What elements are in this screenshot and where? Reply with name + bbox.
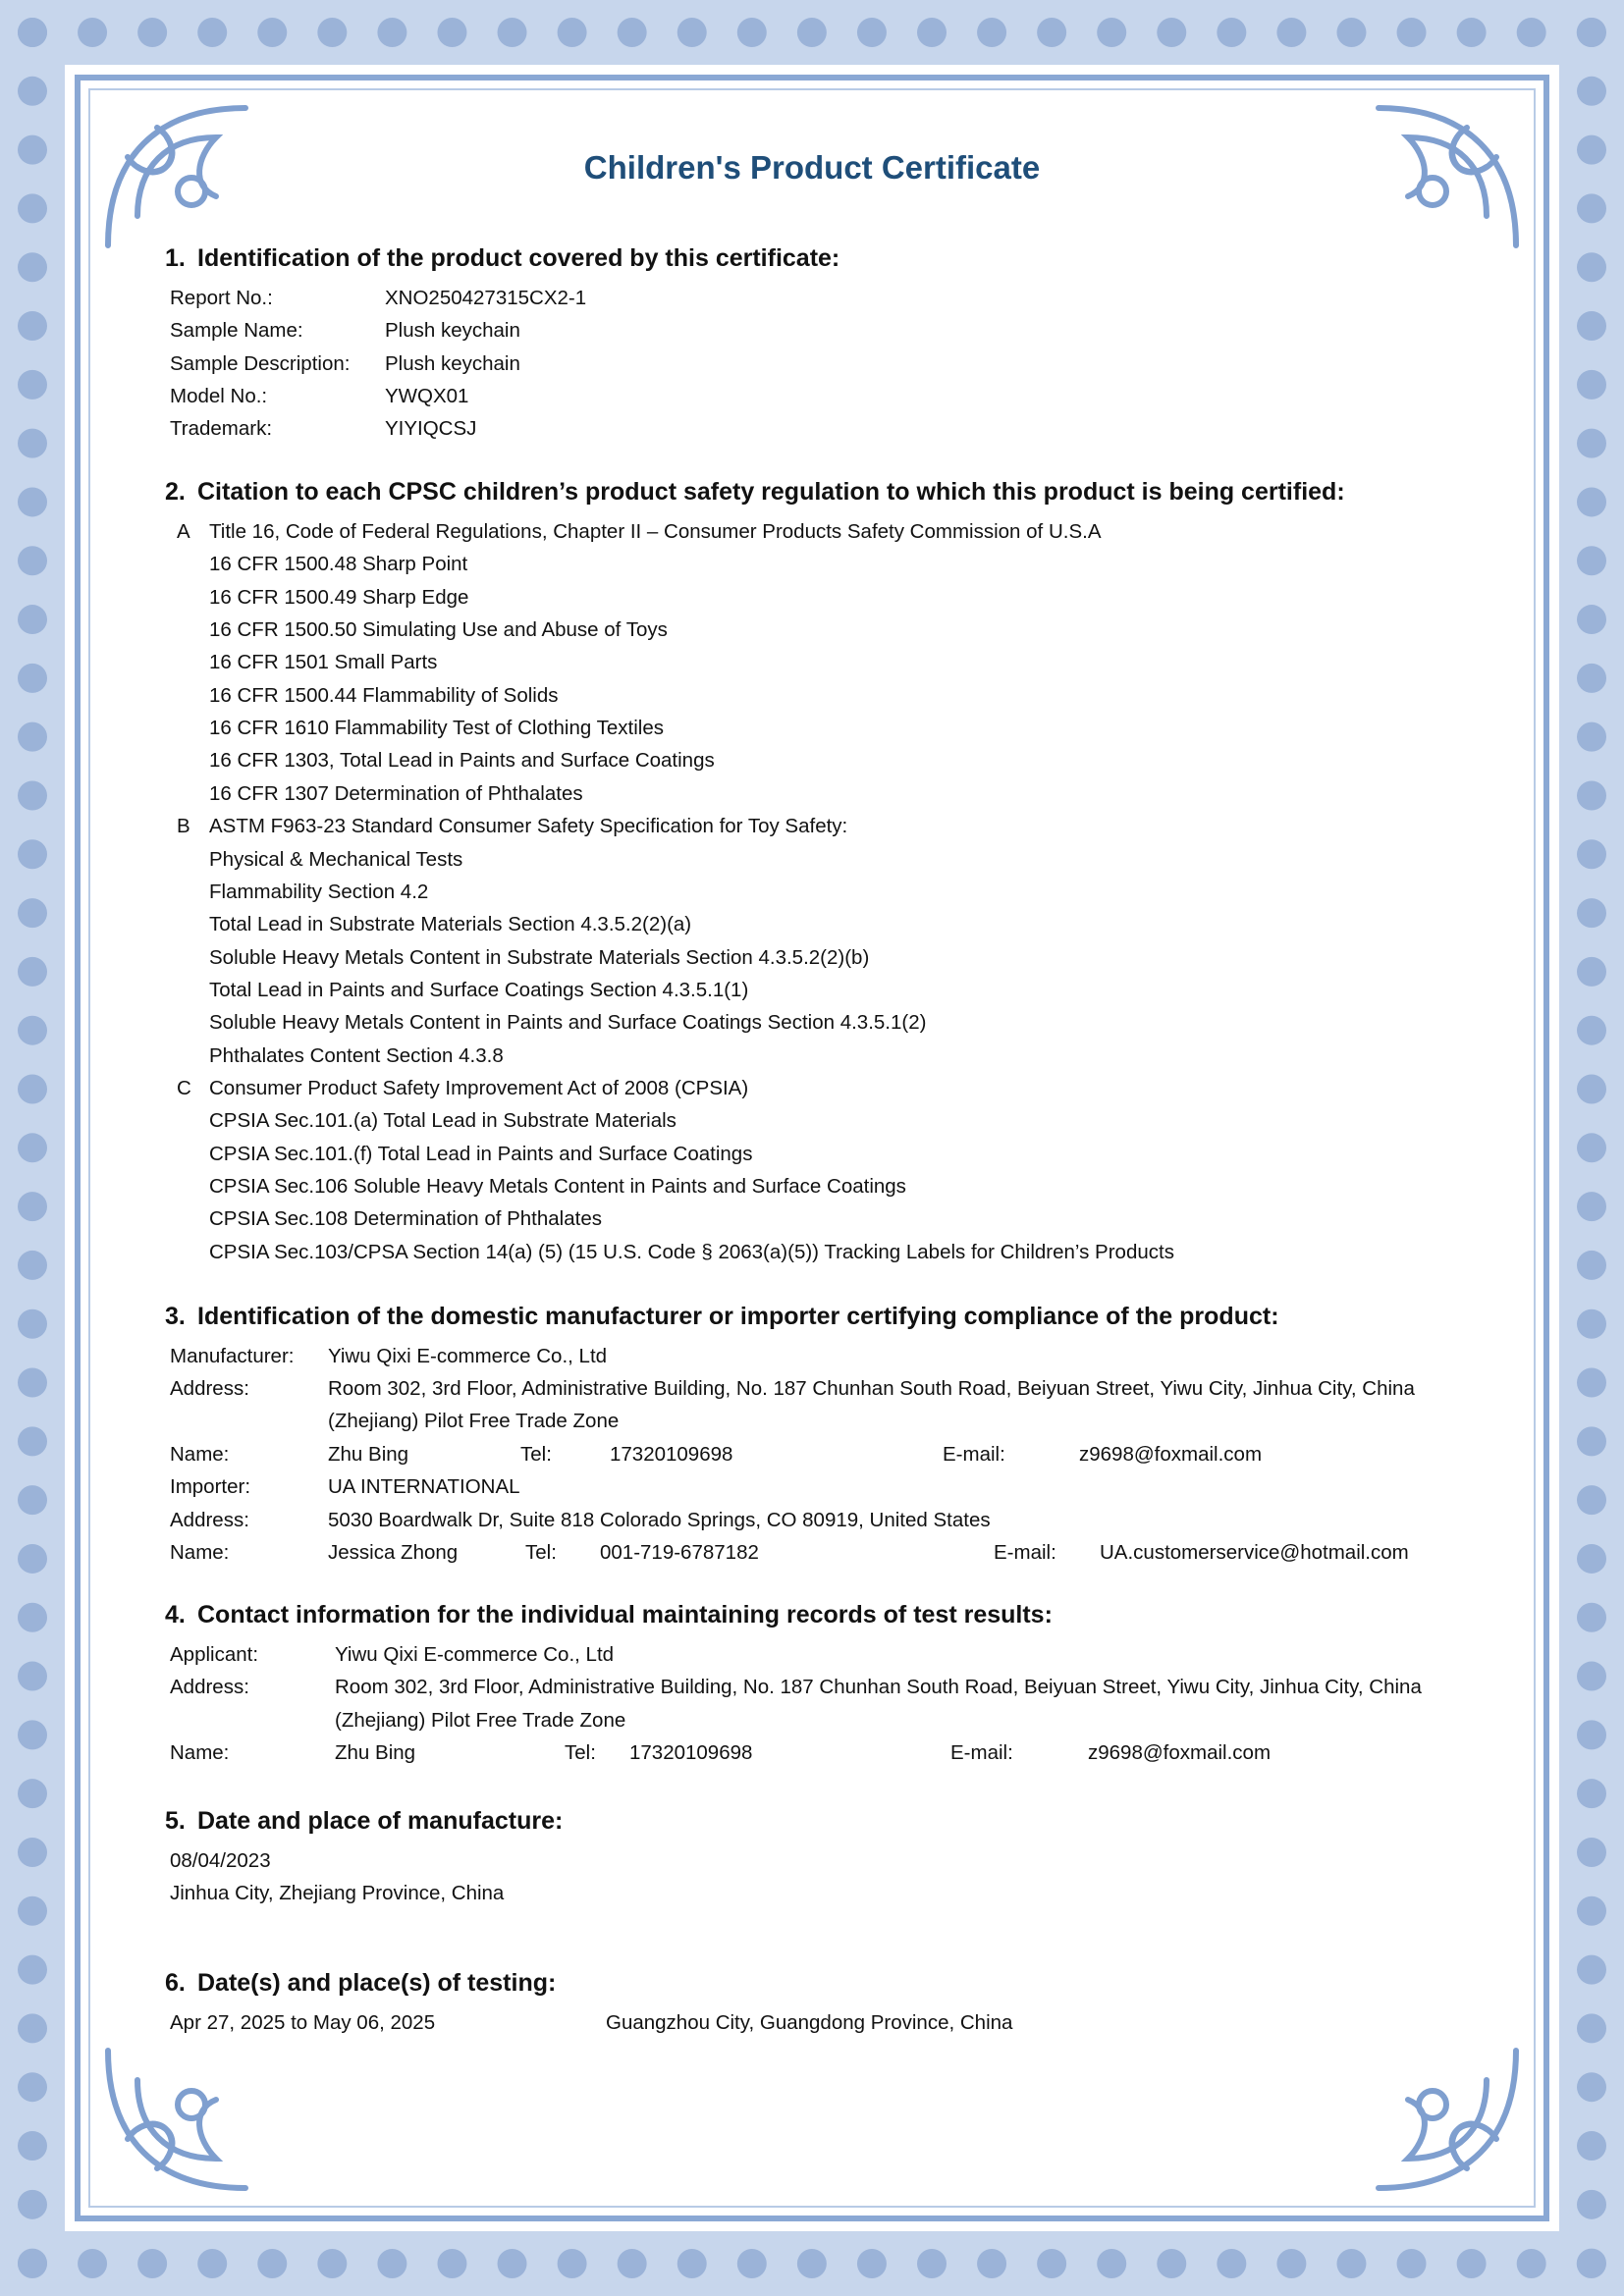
applicant-value: Yiwu Qixi E-commerce Co., Ltd — [335, 1643, 615, 1666]
regulation-line: 16 CFR 1501 Small Parts — [209, 651, 438, 673]
testing-place: Guangzhou City, Guangdong Province, China — [606, 2011, 1013, 2034]
section-title: Contact information for the individual maintaining records of test results: — [197, 1601, 1053, 1629]
model-no-label: Model No.: — [170, 385, 268, 407]
regulation-line: CPSIA Sec.108 Determination of Phthalates — [209, 1207, 602, 1230]
applicant-tel-value: 17320109698 — [629, 1741, 753, 1764]
name-value: Zhu Bing — [328, 1443, 409, 1466]
corner-ornament-icon — [1359, 2031, 1526, 2198]
importer-name-value: Jessica Zhong — [328, 1541, 459, 1564]
regulation-line: CPSIA Sec.106 Soluble Heavy Metals Content in Paints and Surface Coatings — [209, 1175, 906, 1198]
regulation-line: CPSIA Sec.101.(f) Total Lead in Paints and Surface Coatings — [209, 1143, 753, 1165]
applicant-name-label: Name: — [170, 1741, 230, 1764]
regulation-line: 16 CFR 1610 Flammability Test of Clothing Textiles — [209, 717, 664, 739]
group-letter-c: C — [177, 1077, 191, 1099]
sample-name-value: Plush keychain — [385, 319, 520, 342]
address-line-1: Room 302, 3rd Floor, Administrative Building, No. 187 Chunhan South Road, Beiyuan Street, Yiwu City, Jinhua City, China — [328, 1377, 1415, 1400]
sample-description-label: Sample Description: — [170, 352, 351, 375]
group-letter-a: A — [177, 520, 190, 543]
section-1-heading — [165, 244, 839, 273]
regulation-line: 16 CFR 1500.50 Simulating Use and Abuse of Toys — [209, 618, 668, 641]
applicant-email-value: z9698@foxmail.com — [1088, 1741, 1272, 1764]
importer-address-value: 5030 Boardwalk Dr, Suite 818 Colorado Springs, CO 80919, United States — [328, 1509, 991, 1531]
section-number: 2. — [165, 478, 186, 506]
applicant-name-value: Zhu Bing — [335, 1741, 416, 1764]
regulation-line: CPSIA Sec.103/CPSA Section 14(a) (5) (15 U.S. Code § 2063(a)(5)) Tracking Labels for Children’s Products — [209, 1241, 1174, 1263]
email-value: z9698@foxmail.com — [1079, 1443, 1263, 1466]
applicant-address-label: Address: — [170, 1676, 249, 1698]
applicant-email-label: E-mail: — [950, 1741, 1013, 1764]
manufacture-place: Jinhua City, Zhejiang Province, China — [170, 1882, 505, 1904]
address-label: Address: — [170, 1377, 249, 1400]
regulation-line: 16 CFR 1500.44 Flammability of Solids — [209, 684, 559, 707]
group-letter-b: B — [177, 815, 190, 837]
section-number: 6. — [165, 1969, 186, 1997]
section-title: Identification of the product covered by this certificate: — [197, 244, 840, 272]
regulation-line: Flammability Section 4.2 — [209, 881, 429, 903]
regulation-line: Total Lead in Substrate Materials Section 4.3.5.2(2)(a) — [209, 913, 692, 935]
applicant-label: Applicant: — [170, 1643, 259, 1666]
importer-tel-value: 001-719-6787182 — [600, 1541, 759, 1564]
section-title: Identification of the domestic manufacturer or importer certifying compliance of the product: — [197, 1303, 1279, 1330]
importer-name-label: Name: — [170, 1541, 230, 1564]
sample-description-value: Plush keychain — [385, 352, 520, 375]
sample-name-label: Sample Name: — [170, 319, 303, 342]
section-number: 1. — [165, 244, 186, 272]
regulation-line: 16 CFR 1500.48 Sharp Point — [209, 553, 468, 575]
regulation-line: ASTM F963-23 Standard Consumer Safety Specification for Toy Safety: — [209, 815, 848, 837]
manufacturer-value: Yiwu Qixi E-commerce Co., Ltd — [328, 1345, 608, 1367]
tel-label: Tel: — [520, 1443, 552, 1466]
applicant-tel-label: Tel: — [565, 1741, 596, 1764]
address-line-2: (Zhejiang) Pilot Free Trade Zone — [328, 1410, 620, 1432]
testing-dates: Apr 27, 2025 to May 06, 2025 — [170, 2011, 436, 2034]
manufacturer-label: Manufacturer: — [170, 1345, 295, 1367]
applicant-address-line-1: Room 302, 3rd Floor, Administrative Building, No. 187 Chunhan South Road, Beiyuan Street, Yiwu City, Jinhua City, China — [335, 1676, 1422, 1698]
regulation-line: Physical & Mechanical Tests — [209, 848, 463, 871]
name-label: Name: — [170, 1443, 230, 1466]
regulation-line: Consumer Product Safety Improvement Act of 2008 (CPSIA) — [209, 1077, 749, 1099]
manufacture-date: 08/04/2023 — [170, 1849, 271, 1872]
importer-tel-label: Tel: — [525, 1541, 557, 1564]
regulation-line: Total Lead in Paints and Surface Coatings Section 4.3.5.1(1) — [209, 979, 749, 1001]
regulation-line: CPSIA Sec.101.(a) Total Lead in Substrate Materials — [209, 1109, 677, 1132]
regulation-line: 16 CFR 1303, Total Lead in Paints and Surface Coatings — [209, 749, 715, 772]
regulation-line: Soluble Heavy Metals Content in Substrate Materials Section 4.3.5.2(2)(b) — [209, 946, 870, 969]
section-5-heading — [165, 1807, 563, 1836]
trademark-value: YIYIQCSJ — [385, 417, 477, 440]
section-number: 4. — [165, 1601, 186, 1629]
email-label: E-mail: — [943, 1443, 1005, 1466]
importer-email-value: UA.customerservice@hotmail.com — [1100, 1541, 1409, 1564]
regulation-line: 16 CFR 1500.49 Sharp Edge — [209, 586, 469, 609]
regulation-line: Phthalates Content Section 4.3.8 — [209, 1044, 504, 1067]
model-no-value: YWQX01 — [385, 385, 469, 407]
section-title: Date and place of manufacture: — [197, 1807, 564, 1835]
applicant-address-line-2: (Zhejiang) Pilot Free Trade Zone — [335, 1709, 626, 1732]
trademark-label: Trademark: — [170, 417, 273, 440]
section-6-heading — [165, 1969, 556, 1998]
tel-value: 17320109698 — [610, 1443, 733, 1466]
regulation-line: Soluble Heavy Metals Content in Paints and Surface Coatings Section 4.3.5.1(2) — [209, 1011, 927, 1034]
importer-label: Importer: — [170, 1475, 251, 1498]
section-2-heading — [165, 478, 1345, 507]
importer-value: UA INTERNATIONAL — [328, 1475, 520, 1498]
importer-email-label: E-mail: — [994, 1541, 1056, 1564]
importer-address-label: Address: — [170, 1509, 249, 1531]
section-number: 3. — [165, 1303, 186, 1330]
section-title: Citation to each CPSC children’s product safety regulation to which this product is being certified: — [197, 478, 1345, 506]
section-title: Date(s) and place(s) of testing: — [197, 1969, 557, 1997]
page-title: Children's Product Certificate — [583, 149, 1041, 186]
section-number: 5. — [165, 1807, 186, 1835]
section-3-heading — [165, 1303, 1279, 1331]
regulation-line: Title 16, Code of Federal Regulations, Chapter II – Consumer Products Safety Commission of U.S.A — [209, 520, 1102, 543]
report-no-label: Report No.: — [170, 287, 273, 309]
section-4-heading — [165, 1601, 1053, 1629]
regulation-line: 16 CFR 1307 Determination of Phthalates — [209, 782, 583, 805]
corner-ornament-icon — [98, 2031, 265, 2198]
report-no-value: XNO250427315CX2-1 — [385, 287, 587, 309]
